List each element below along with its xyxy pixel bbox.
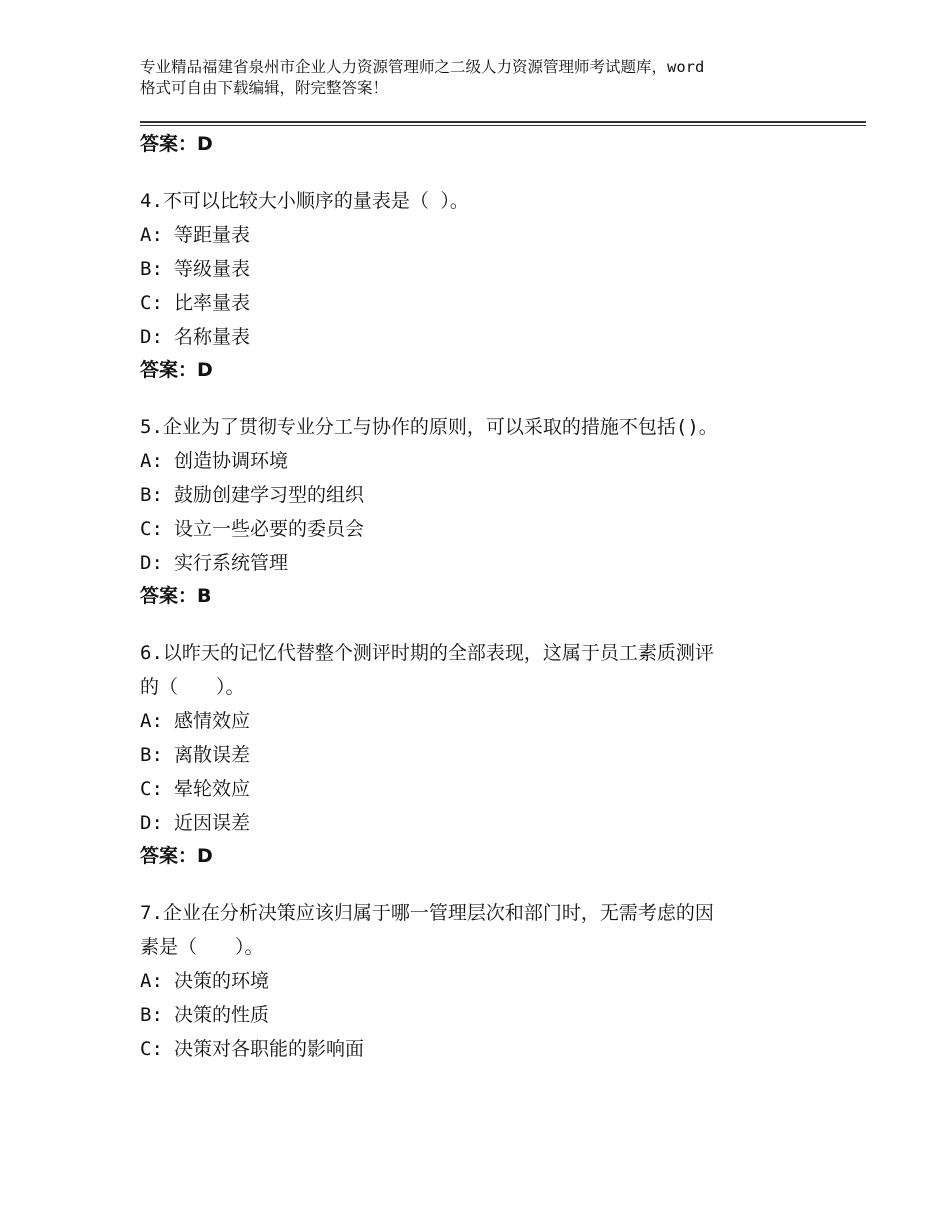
option-d <box>140 546 840 580</box>
option-letter: B: <box>140 258 163 280</box>
option-text: 决策的环境 <box>174 970 270 992</box>
answer: 答案：B <box>140 585 212 607</box>
question-text-line-2: 的（ ）。 <box>140 676 245 698</box>
option-b <box>140 478 840 512</box>
question-list <box>140 128 840 1066</box>
option-text: 决策对各职能的影响面 <box>174 1038 365 1060</box>
option-d <box>140 806 840 840</box>
answer: 答案：D <box>140 845 213 867</box>
previous-answer: 答案：D <box>140 133 213 155</box>
option-letter: A: <box>140 450 163 472</box>
question-text-line-1: 7.企业在分析决策应该归属于哪一管理层次和部门时，无需考虑的因 <box>140 902 714 924</box>
option-letter: B: <box>140 484 163 506</box>
question-text-line-2: 素是（ ）。 <box>140 936 264 958</box>
option-text: 等距量表 <box>174 224 251 246</box>
header-rule-thin <box>140 125 866 126</box>
answer: 答案：D <box>140 359 213 381</box>
option-text: 比率量表 <box>174 292 251 314</box>
header-rule-thick <box>140 121 866 123</box>
option-letter: A: <box>140 970 163 992</box>
option-b <box>140 998 840 1032</box>
option-text: 晕轮效应 <box>174 778 251 800</box>
question-text: 5.企业为了贯彻专业分工与协作的原则，可以采取的措施不包括()。 <box>140 416 718 438</box>
question-5 <box>140 410 840 612</box>
option-b <box>140 738 840 772</box>
option-c <box>140 512 840 546</box>
option-text: 感情效应 <box>174 710 251 732</box>
option-letter: B: <box>140 1004 163 1026</box>
option-a <box>140 218 840 252</box>
question-7 <box>140 896 840 1066</box>
option-c <box>140 772 840 806</box>
option-a <box>140 704 840 738</box>
option-letter: D: <box>140 812 163 834</box>
option-b <box>140 252 840 286</box>
header-line-1: 专业精品福建省泉州市企业人力资源管理师之二级人力资源管理师考试题库，word <box>140 58 705 76</box>
option-letter: D: <box>140 326 163 348</box>
option-a <box>140 964 840 998</box>
option-letter: C: <box>140 1038 163 1060</box>
option-text: 设立一些必要的委员会 <box>174 518 365 540</box>
option-text: 名称量表 <box>174 326 251 348</box>
option-text: 等级量表 <box>174 258 251 280</box>
question-6 <box>140 636 840 872</box>
question-text-line-1: 6.以昨天的记忆代替整个测评时期的全部表现，这属于员工素质测评 <box>140 642 714 664</box>
option-letter: B: <box>140 744 163 766</box>
option-letter: C: <box>140 518 163 540</box>
option-d <box>140 320 840 354</box>
option-c <box>140 1032 840 1066</box>
option-a <box>140 444 840 478</box>
question-4 <box>140 184 840 386</box>
option-text: 创造协调环境 <box>174 450 289 472</box>
option-text: 近因误差 <box>174 812 251 834</box>
question-text: 4.不可以比较大小顺序的量表是（ ）。 <box>140 190 469 212</box>
document-header <box>140 57 840 99</box>
option-text: 鼓励创建学习型的组织 <box>174 484 365 506</box>
option-letter: C: <box>140 778 163 800</box>
option-letter: C: <box>140 292 163 314</box>
option-letter: A: <box>140 224 163 246</box>
option-letter: D: <box>140 552 163 574</box>
option-text: 决策的性质 <box>174 1004 270 1026</box>
option-letter: A: <box>140 710 163 732</box>
option-text: 离散误差 <box>174 744 251 766</box>
option-c <box>140 286 840 320</box>
header-line-2: 格式可自由下载编辑，附完整答案！ <box>140 79 389 97</box>
option-text: 实行系统管理 <box>174 552 289 574</box>
